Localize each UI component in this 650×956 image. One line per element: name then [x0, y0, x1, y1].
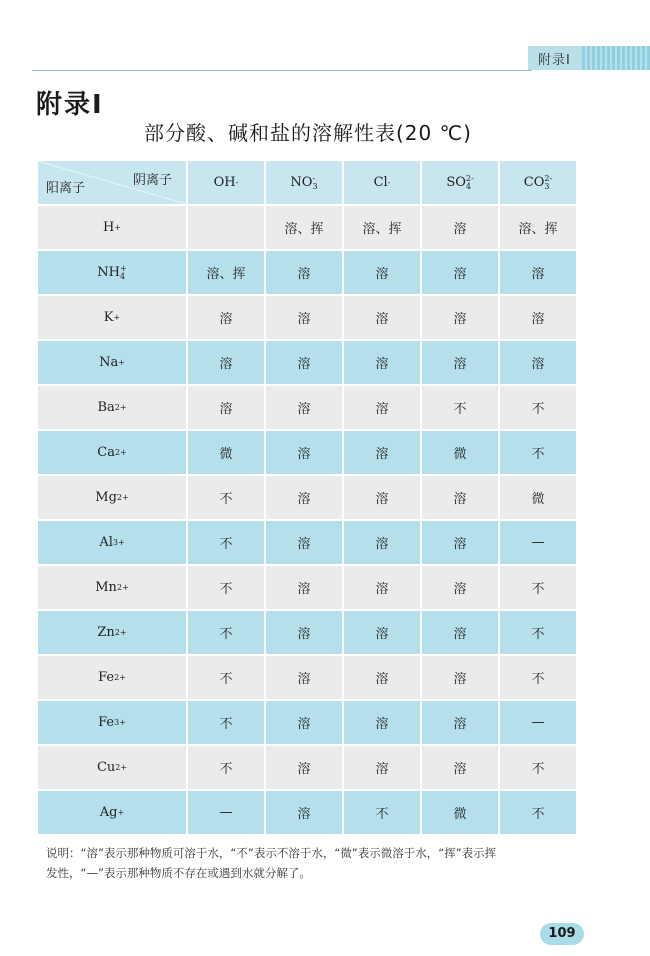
cation-label-charge: +	[114, 222, 122, 232]
cation-label-symbol: Mg	[95, 490, 117, 505]
solubility-cell	[344, 611, 420, 654]
solubility-cell	[266, 296, 342, 339]
cation-axis-label: 阳离子	[46, 181, 86, 196]
solubility-value: —	[219, 805, 233, 820]
cation-label	[100, 805, 124, 820]
cation-cell	[38, 341, 186, 384]
anion-header-cell	[422, 161, 498, 204]
solubility-value: 溶	[297, 537, 311, 552]
solubility-cell	[344, 566, 420, 609]
solubility-value: 微	[531, 492, 545, 507]
cation-label	[97, 625, 126, 640]
cation-cell	[38, 386, 186, 429]
cation-cell	[38, 746, 186, 789]
anion-label-charge: -	[312, 173, 316, 183]
solubility-cell	[422, 611, 498, 654]
solubility-value: 溶	[375, 762, 389, 777]
solubility-value: 不	[219, 717, 233, 732]
anion-label-symbol: OH	[213, 175, 236, 190]
cation-label-charge: 2+	[116, 582, 129, 592]
cation-cell	[38, 566, 186, 609]
cation-label-symbol: Al	[99, 535, 113, 550]
solubility-value: 溶	[453, 762, 467, 777]
solubility-value: 溶	[453, 672, 467, 687]
solubility-cell	[266, 746, 342, 789]
cation-label-charge: +	[120, 263, 127, 273]
solubility-value: —	[531, 715, 545, 730]
cation-label	[97, 400, 126, 415]
solubility-table-body	[38, 161, 576, 834]
solubility-cell	[188, 611, 264, 654]
anion-label	[524, 175, 552, 190]
solubility-value: 微	[453, 807, 467, 822]
anion-label	[374, 175, 391, 190]
header-row	[38, 161, 576, 204]
solubility-value: 溶	[453, 222, 467, 237]
solubility-cell	[188, 251, 264, 294]
solubility-value: 不	[453, 402, 467, 417]
solubility-cell	[344, 386, 420, 429]
appendix-title: 附录Ⅰ	[36, 90, 104, 120]
table-row	[38, 611, 576, 654]
table-row	[38, 566, 576, 609]
cation-label-symbol: K	[103, 310, 114, 325]
cation-label	[97, 760, 127, 775]
solubility-value: 不	[531, 807, 545, 822]
table-row	[38, 521, 576, 564]
anion-label	[446, 175, 473, 190]
solubility-cell	[422, 476, 498, 519]
cation-cell	[38, 701, 186, 744]
solubility-cell	[344, 296, 420, 339]
solubility-cell	[500, 611, 576, 654]
solubility-value: 溶	[219, 402, 233, 417]
solubility-cell	[188, 746, 264, 789]
solubility-value: 微	[219, 447, 233, 462]
cation-label	[104, 310, 120, 325]
solubility-cell	[500, 341, 576, 384]
solubility-value: 溶	[375, 267, 389, 282]
solubility-value: 不	[219, 762, 233, 777]
solubility-value: 溶	[531, 312, 545, 327]
cation-label-charge: 2+	[115, 762, 128, 772]
cation-label	[98, 715, 126, 730]
solubility-value: 溶	[453, 357, 467, 372]
cation-label-symbol: H	[102, 220, 115, 235]
solubility-cell	[188, 791, 264, 834]
solubility-value: 溶	[375, 582, 389, 597]
anion-label-charge: 2-	[544, 173, 553, 183]
solubility-value: 微	[453, 447, 467, 462]
cation-label-symbol: Fe	[98, 715, 115, 730]
solubility-cell	[188, 386, 264, 429]
solubility-value: —	[531, 535, 545, 550]
solubility-cell	[422, 431, 498, 474]
solubility-cell	[422, 746, 498, 789]
cation-cell	[38, 431, 186, 474]
solubility-value: 不	[219, 537, 233, 552]
cation-cell	[38, 791, 186, 834]
solubility-cell	[266, 386, 342, 429]
solubility-cell	[344, 251, 420, 294]
cation-label-charge: 2+	[116, 492, 129, 502]
cation-cell	[38, 296, 186, 339]
solubility-value: 溶	[375, 402, 389, 417]
solubility-cell	[500, 386, 576, 429]
solubility-cell	[500, 791, 576, 834]
solubility-value: 溶	[453, 492, 467, 507]
solubility-cell	[500, 476, 576, 519]
solubility-value: 不	[531, 672, 545, 687]
solubility-cell	[422, 251, 498, 294]
cation-label-symbol: Ba	[97, 400, 115, 415]
solubility-value: 溶	[453, 537, 467, 552]
solubility-cell	[500, 296, 576, 339]
section-tab	[528, 46, 650, 70]
solubility-cell	[188, 476, 264, 519]
solubility-cell	[344, 521, 420, 564]
solubility-cell	[344, 746, 420, 789]
cation-label	[95, 580, 128, 595]
cation-label-charge: 2+	[114, 672, 126, 682]
solubility-value: 溶	[375, 357, 389, 372]
anion-label-charge: 2-	[465, 173, 474, 183]
anion-header-cell	[266, 161, 342, 204]
cation-label-charge: 3+	[112, 537, 125, 547]
table-row	[38, 431, 576, 474]
table-title: 部分酸、碱和盐的溶解性表(20 ℃)	[144, 121, 472, 145]
section-tab-label: 附录Ⅰ	[538, 53, 571, 68]
solubility-value: 溶	[297, 447, 311, 462]
solubility-cell	[188, 521, 264, 564]
solubility-cell	[500, 656, 576, 699]
table-row	[38, 701, 576, 744]
solubility-cell	[422, 521, 498, 564]
solubility-cell	[188, 431, 264, 474]
solubility-cell	[344, 701, 420, 744]
solubility-value: 不	[531, 762, 545, 777]
solubility-value: 溶	[297, 627, 311, 642]
cation-cell	[38, 206, 186, 249]
solubility-value: 不	[219, 672, 233, 687]
solubility-cell	[422, 386, 498, 429]
solubility-cell	[266, 341, 342, 384]
cation-label-charge: 2+	[114, 402, 127, 412]
cation-label	[98, 670, 126, 685]
solubility-value: 不	[531, 447, 545, 462]
corner-cell	[38, 161, 186, 204]
cation-label-symbol: Fe	[98, 670, 115, 685]
table-row	[38, 386, 576, 429]
solubility-cell	[422, 296, 498, 339]
cation-label-charge: 2+	[114, 627, 127, 637]
solubility-cell	[344, 656, 420, 699]
solubility-value: 溶、挥	[206, 267, 246, 282]
solubility-value: 溶	[375, 717, 389, 732]
cation-label-symbol: NH	[97, 265, 120, 280]
anion-label-subscript: 3	[544, 181, 550, 191]
solubility-cell	[422, 656, 498, 699]
solubility-value: 溶	[297, 717, 311, 732]
solubility-cell	[266, 611, 342, 654]
table-row	[38, 206, 576, 249]
solubility-value: 溶	[375, 492, 389, 507]
header-rule	[32, 70, 532, 71]
solubility-cell	[422, 791, 498, 834]
note-line-1: 说明：“溶”表示那种物质可溶于水，“不”表示不溶于水，“微”表示微溶于水，“挥”表示挥	[46, 846, 497, 860]
solubility-value: 溶	[453, 267, 467, 282]
anion-label-symbol: SO	[446, 175, 466, 190]
solubility-cell	[500, 701, 576, 744]
table-row	[38, 476, 576, 519]
solubility-value: 溶	[297, 807, 311, 822]
solubility-value: 溶	[297, 582, 311, 597]
table-row	[38, 746, 576, 789]
cation-label-symbol: Cu	[96, 760, 116, 775]
solubility-cell	[188, 566, 264, 609]
cation-cell	[38, 521, 186, 564]
anion-header-cell	[344, 161, 420, 204]
table-row	[38, 251, 576, 294]
solubility-cell	[422, 206, 498, 249]
section-tab-stripes	[582, 46, 650, 70]
solubility-value: 溶	[297, 357, 311, 372]
solubility-cell	[500, 746, 576, 789]
anion-label-charge: -	[387, 177, 391, 187]
cation-label	[99, 535, 124, 550]
solubility-value: 溶、挥	[518, 222, 558, 237]
solubility-cell	[344, 341, 420, 384]
solubility-value: 溶	[297, 672, 311, 687]
solubility-cell	[344, 791, 420, 834]
cation-label-symbol: Na	[99, 355, 119, 370]
solubility-cell	[344, 476, 420, 519]
anion-label-charge: -	[235, 177, 239, 187]
solubility-value: 溶	[375, 537, 389, 552]
solubility-value: 不	[219, 627, 233, 642]
cation-cell	[38, 611, 186, 654]
solubility-cell	[500, 521, 576, 564]
cation-label-charge: +	[117, 807, 125, 817]
solubility-cell	[188, 296, 264, 339]
anion-header-cell	[500, 161, 576, 204]
page-number: 109	[540, 923, 584, 945]
solubility-cell	[500, 566, 576, 609]
anion-label	[290, 175, 317, 190]
cation-label	[97, 445, 127, 460]
solubility-value: 不	[375, 807, 389, 822]
explanation-note	[46, 843, 586, 883]
cation-label	[95, 490, 128, 505]
cation-label	[103, 220, 121, 235]
solubility-cell	[266, 566, 342, 609]
anion-header-cell	[188, 161, 264, 204]
solubility-value: 不	[531, 582, 545, 597]
anion-label-symbol: NO	[290, 175, 313, 190]
solubility-value: 不	[531, 627, 545, 642]
solubility-cell	[422, 341, 498, 384]
note-line-2: 发性，“—”表示那种物质不存在或遇到水就分解了。	[46, 866, 311, 880]
solubility-value: 不	[219, 492, 233, 507]
solubility-cell	[344, 206, 420, 249]
solubility-value: 溶	[531, 267, 545, 282]
solubility-value: 不	[531, 402, 545, 417]
solubility-cell	[422, 566, 498, 609]
solubility-value: 不	[219, 582, 233, 597]
table-row	[38, 296, 576, 339]
cation-label	[99, 355, 125, 370]
solubility-value: 溶	[297, 402, 311, 417]
solubility-cell	[500, 251, 576, 294]
anion-axis-label: 阴离子	[132, 173, 172, 188]
cation-label	[97, 265, 126, 280]
solubility-value: 溶	[375, 447, 389, 462]
solubility-cell	[188, 341, 264, 384]
table-row	[38, 791, 576, 834]
table-row	[38, 656, 576, 699]
solubility-cell	[266, 431, 342, 474]
solubility-cell	[266, 656, 342, 699]
cation-cell	[38, 656, 186, 699]
cation-label-symbol: Ca	[97, 445, 115, 460]
solubility-cell	[266, 476, 342, 519]
solubility-value: 溶	[453, 627, 467, 642]
cation-cell	[38, 251, 186, 294]
solubility-value: 溶	[219, 357, 233, 372]
solubility-cell	[500, 431, 576, 474]
solubility-value: 溶	[375, 312, 389, 327]
solubility-cell	[422, 701, 498, 744]
solubility-value: 溶	[297, 492, 311, 507]
cation-label-charge: +	[118, 357, 125, 367]
solubility-cell	[266, 251, 342, 294]
solubility-cell	[188, 701, 264, 744]
solubility-cell	[188, 206, 264, 249]
solubility-value: 溶、挥	[284, 222, 324, 237]
solubility-cell	[500, 206, 576, 249]
cation-label-subscript: 4	[120, 271, 126, 281]
anion-label-subscript: 3	[312, 181, 318, 191]
cation-cell	[38, 476, 186, 519]
cation-label-charge: +	[113, 312, 121, 322]
solubility-value: 溶	[453, 582, 467, 597]
solubility-value: 溶	[375, 672, 389, 687]
solubility-value: 溶	[375, 627, 389, 642]
cation-label-charge: 2+	[114, 447, 127, 457]
cation-label-symbol: Zn	[97, 625, 115, 640]
solubility-value: 溶	[531, 357, 545, 372]
solubility-cell	[266, 701, 342, 744]
cation-label-symbol: Mn	[95, 580, 117, 595]
solubility-cell	[266, 521, 342, 564]
solubility-value: 溶	[297, 267, 311, 282]
solubility-cell	[266, 791, 342, 834]
anion-label-symbol: CO	[523, 175, 545, 190]
solubility-table	[36, 159, 578, 836]
solubility-value: 溶	[219, 312, 233, 327]
solubility-cell	[266, 206, 342, 249]
solubility-cell	[344, 431, 420, 474]
anion-label-symbol: Cl	[373, 175, 388, 190]
table-row	[38, 341, 576, 384]
cation-label-charge: 3+	[114, 717, 126, 727]
anion-label-subscript: 4	[465, 181, 471, 191]
solubility-cell	[188, 656, 264, 699]
solubility-value: 溶	[453, 717, 467, 732]
anion-label	[214, 175, 239, 190]
solubility-value: 溶	[297, 312, 311, 327]
cation-label-symbol: Ag	[99, 805, 118, 820]
solubility-value: 溶	[297, 762, 311, 777]
solubility-value: 溶	[453, 312, 467, 327]
solubility-value: 溶、挥	[362, 222, 402, 237]
